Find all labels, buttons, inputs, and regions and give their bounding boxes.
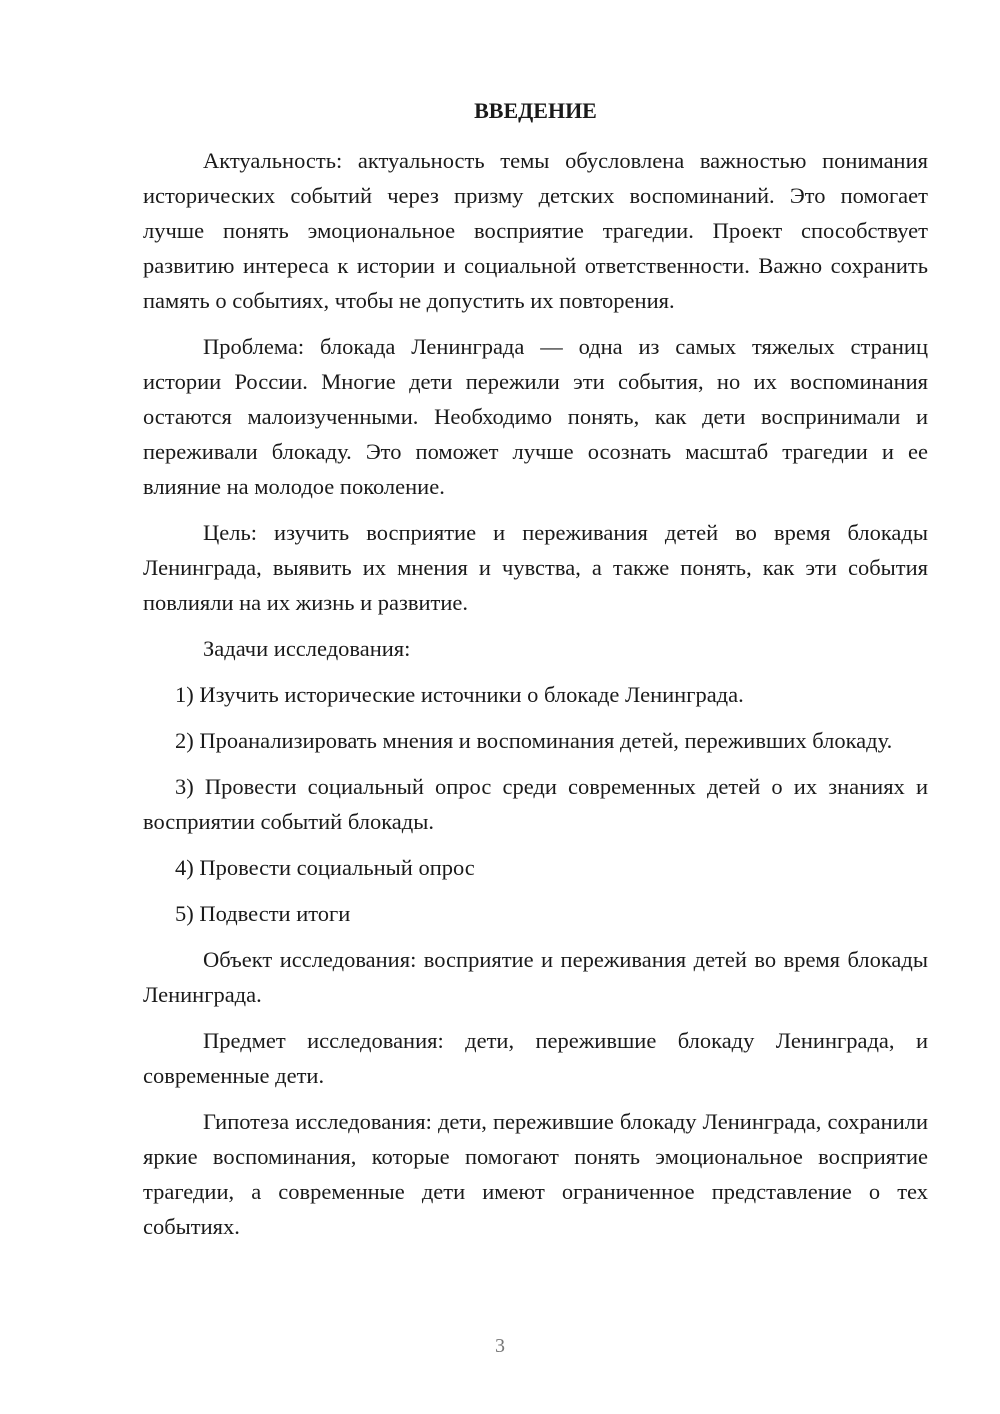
paragraph-tasks-heading: Задачи исследования: [203, 636, 411, 661]
paragraph-object: Объект исследования: восприятие и переживания детей во время блокады Ленинграда. [143, 947, 928, 1007]
page-title: ВВЕДЕНИЕ [474, 98, 597, 123]
list-item: 2) Проанализировать мнения и воспоминания детей, переживших блокаду. [175, 728, 893, 753]
paragraph-hypothesis: Гипотеза исследования: дети, пережившие блокаду Ленинграда, сохранили яркие воспоминания, которые помогают понять эмоциональное восприятие трагедии, а современные дети имеют ограниченное представление о тех событиях. [143, 1109, 928, 1239]
list-item: 3) Провести социальный опрос среди современных детей о их знаниях и восприятии событий блокады. [143, 774, 928, 834]
list-item: 4) Провести социальный опрос [175, 855, 475, 880]
paragraph-relevance: Актуальность: актуальность темы обусловлена важностью понимания исторических событий через призму детских воспоминаний. Это помогает лучше понять эмоциональное восприятие трагедии. Проект способствует развитию интереса к истории и социальной ответственности. Важно сохранить память о событиях, чтобы не допустить их повторения. [143, 148, 928, 313]
list-item: 1) Изучить исторические источники о блокаде Ленинграда. [175, 682, 744, 707]
document-body [143, 143, 928, 1255]
page-number: 3 [495, 1335, 505, 1357]
paragraph-subject: Предмет исследования: дети, пережившие блокаду Ленинграда, и современные дети. [143, 1028, 928, 1088]
paragraph-problem: Проблема: блокада Ленинграда — одна из самых тяжелых страниц истории России. Многие дети пережили эти события, но их воспоминания остаются малоизученными. Необходимо понять, как дети воспринимали и переживали блокаду. Это поможет лучше осознать масштаб трагедии и ее влияние на молодое поколение. [143, 334, 928, 499]
list-item: 5) Подвести итоги [175, 901, 351, 926]
paragraph-goal: Цель: изучить восприятие и переживания детей во время блокады Ленинграда, выявить их мнения и чувства, а также понять, как эти события повлияли на их жизнь и развитие. [143, 520, 928, 615]
